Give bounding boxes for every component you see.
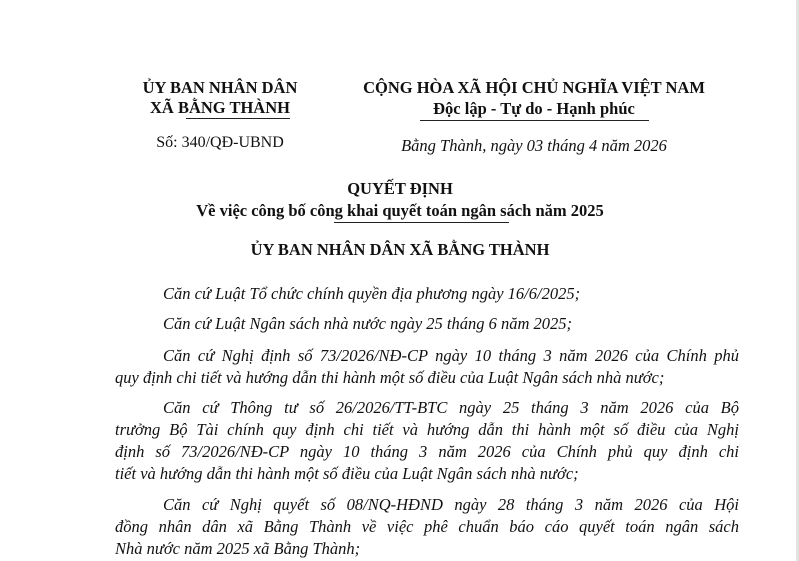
decision-heading: QUYẾT ĐỊNH (347, 179, 453, 198)
subject-underline (334, 222, 509, 223)
basis-line: trưởng Bộ Tài chính quy định chi tiết và hướng dẫn thi hành một số điều của Nghị (115, 420, 739, 439)
basis-paragraph (115, 313, 739, 335)
national-motto: Độc lập - Tự do - Hạnh phúc (433, 99, 635, 118)
agency-name-line1: ỦY BAN NHÂN DÂN (142, 78, 298, 97)
basis-paragraph (115, 494, 739, 560)
document-number: Số: 340/QĐ-UBND (156, 134, 284, 151)
basis-line: đồng nhân dân xã Bằng Thành về việc phê chuẩn báo cáo quyết toán ngân sách (115, 517, 739, 536)
basis-line: Căn cứ Thông tư số 26/2026/TT-BTC ngày 25 tháng 3 năm 2026 của Bộ (163, 398, 739, 417)
basis-paragraph (115, 283, 739, 305)
basis-paragraph (115, 345, 739, 389)
basis-line: tiết và hướng dẫn thi hành một số điều của Luật Ngân sách nhà nước; (115, 464, 579, 483)
place-and-date: Bằng Thành, ngày 03 tháng 4 năm 2026 (401, 136, 667, 155)
basis-line: Căn cứ Nghị quyết số 08/NQ-HĐND ngày 28 tháng 3 năm 2026 của Hội (163, 495, 739, 514)
basis-paragraph (115, 397, 739, 485)
agency-name-line2: XÃ BẰNG THÀNH (150, 98, 290, 117)
agency-underline (186, 118, 290, 119)
motto-underline (420, 120, 649, 121)
basis-line: Nhà nước năm 2025 xã Bằng Thành; (115, 539, 361, 558)
issuing-authority: ỦY BAN NHÂN DÂN XÃ BẰNG THÀNH (250, 240, 550, 259)
national-title: CỘNG HÒA XÃ HỘI CHỦ NGHĨA VIỆT NAM (363, 78, 705, 97)
basis-line: Căn cứ Luật Ngân sách nhà nước ngày 25 tháng 6 năm 2025; (163, 314, 573, 333)
basis-line: quy định chi tiết và hướng dẫn thi hành một số điều của Luật Ngân sách nhà nước; (115, 368, 665, 387)
decision-subject: Về việc công bố công khai quyết toán ngân sách năm 2025 (196, 201, 604, 220)
basis-line: Căn cứ Nghị định số 73/2026/NĐ-CP ngày 10 tháng 3 năm 2026 của Chính phủ (163, 346, 739, 365)
basis-line: Căn cứ Luật Tổ chức chính quyền địa phương ngày 16/6/2025; (163, 284, 581, 303)
basis-line: định số 73/2026/NĐ-CP ngày 10 tháng 3 năm 2026 của Chính phủ quy định chi (115, 442, 739, 461)
